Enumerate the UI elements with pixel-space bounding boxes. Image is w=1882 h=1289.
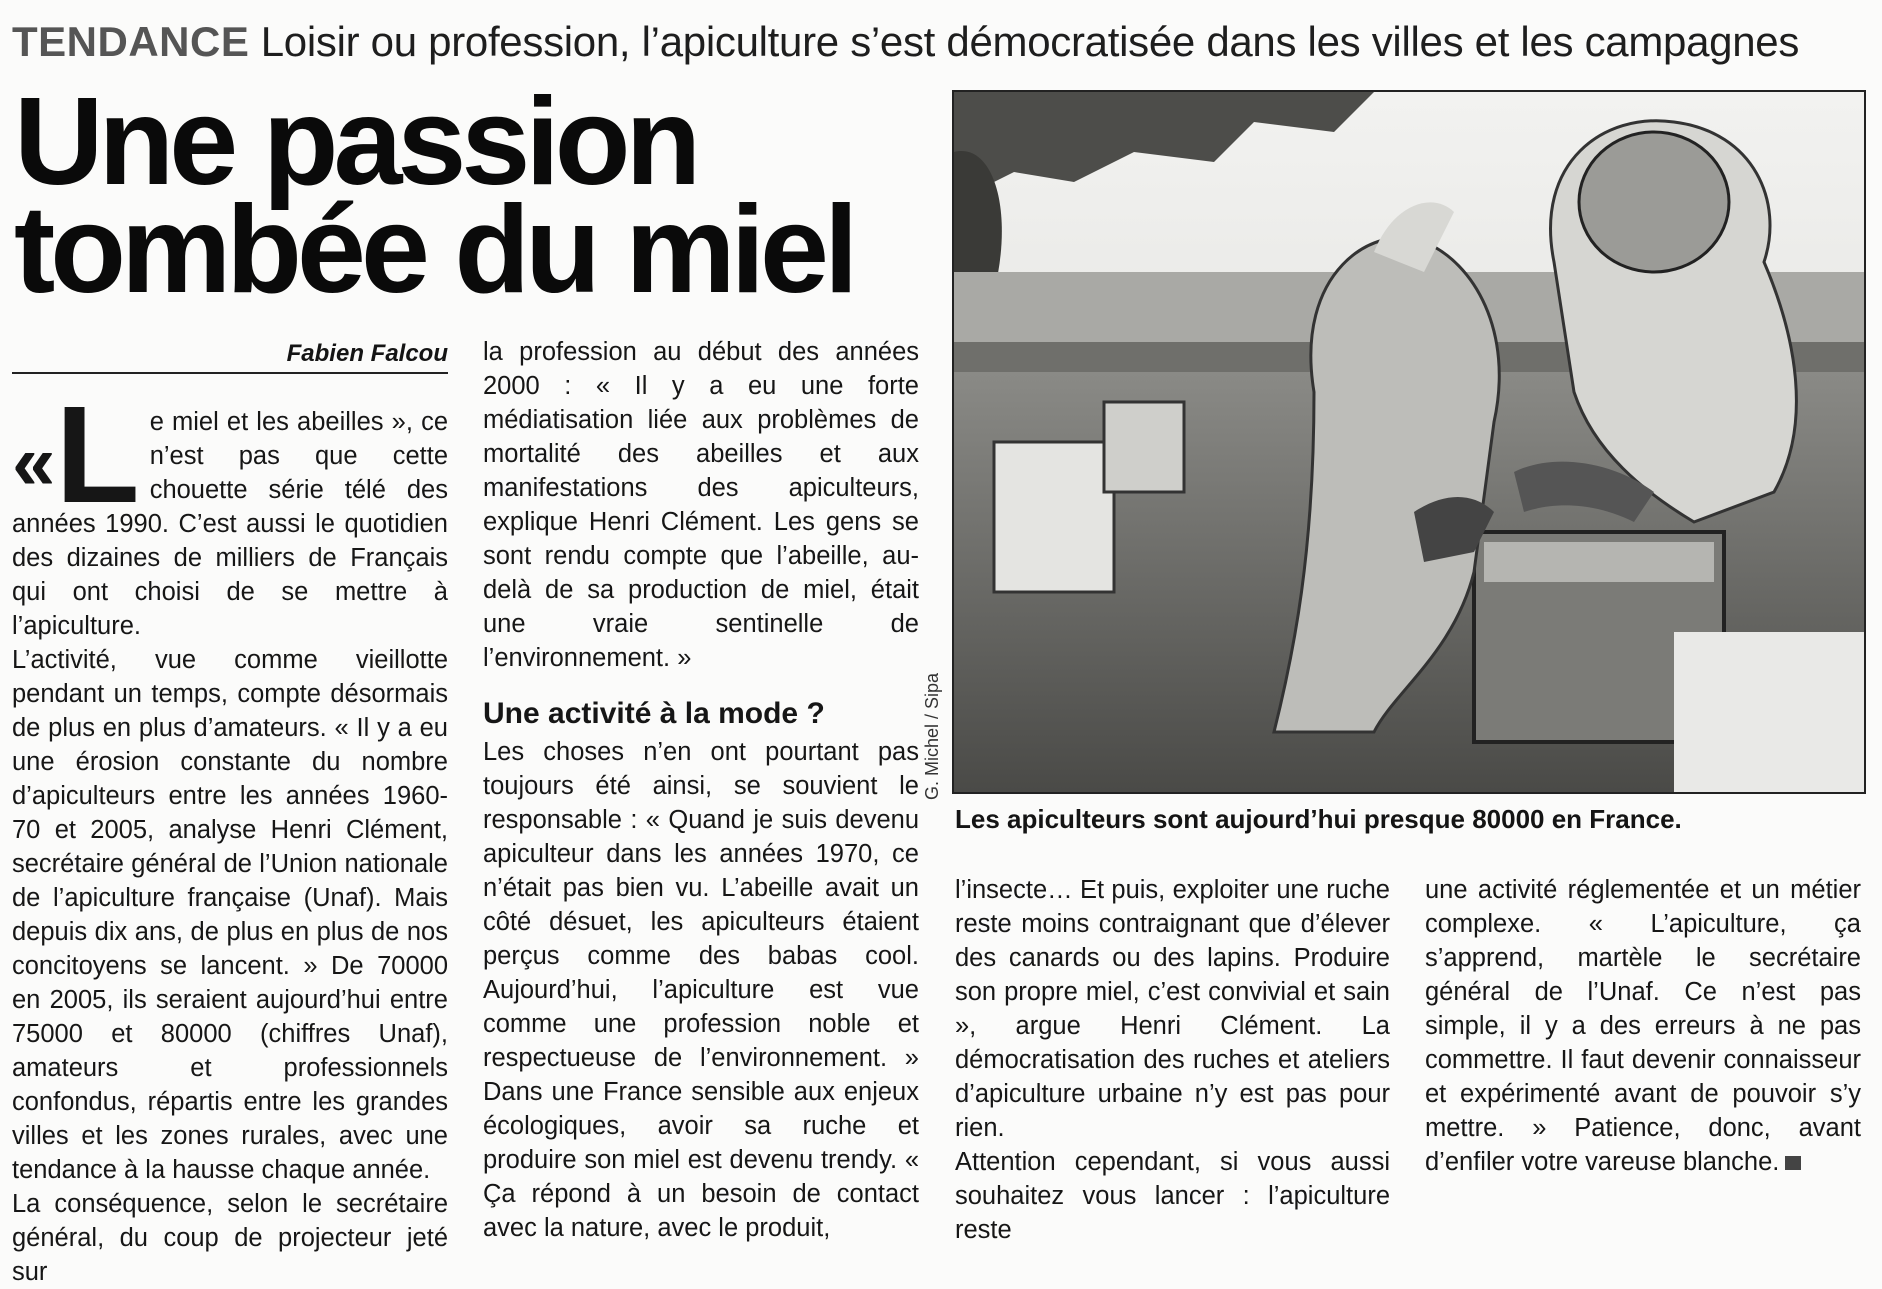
paragraph: L’activité, vue comme vieillotte pendant un temps, compte désormais de plus en plus d’amateurs. « Il y a eu une érosion constante du nombre d’apiculteurs entre les années 1960-70 et 2005, analyse Henri Clément, secrétaire général de l’Union nationale de l’apiculture française (Unaf). Mais depuis dix ans, de plus en plus de nos concitoyens se lancent. » De 70000 en 2005, ils seraient aujourd’hui entre 75000 et 80000 (chiffres Unaf), amateurs et professionnels confondus, répartis entre les grandes villes et les zones rurales, avec une tendance à la hausse chaque année. — [12, 646, 448, 1184]
kicker-label: TENDANCE — [12, 18, 250, 65]
kicker — [12, 18, 1799, 66]
photo-credit — [918, 660, 948, 800]
paragraph: l’insecte… Et puis, exploiter une ruche reste moins contraignant que d’élever des canards ou des lapins. Produire son propre miel, c’est convivial et sain », argue Henri Clément. La démocratisation des ruches et ateliers d’apiculture urbaine n’y est pas pour rien. — [955, 876, 1390, 1142]
paragraph: Les choses n’en ont pourtant pas toujours été ainsi, se souvient le responsable : « Quand je suis devenu apiculteur dans les années 1970, ce n’était pas bien vu. L’abeille avait un côté désuet, les apiculteurs étaient perçus comme des babas cool. Aujourd’hui, l’apiculture est vue comme une profession noble et respectueuse de l’environnement. » Dans une France sensible aux enjeux écologiques, avoir sa ruche et produire son miel est devenu trendy. « Ça répond à un besoin de contact avec la nature, avec le produit, — [483, 738, 919, 1242]
kicker-subtitle: Loisir ou profession, l’apiculture s’est démocratisée dans les villes et les campagnes — [260, 18, 1800, 65]
paragraph: e miel et les abeilles », ce n’est pas que cette chouette série télé des années 1990. C’est aussi le quotidien des dizaines de milliers de Français qui ont choisi de se mettre à l’apiculture. — [12, 408, 448, 640]
column-3 — [955, 873, 1390, 1247]
dropcap — [12, 378, 140, 532]
photo-caption: Les apiculteurs sont aujourd’hui presque 80000 en France. — [955, 804, 1682, 834]
paragraph — [1425, 873, 1861, 1179]
column-1 — [12, 378, 448, 1289]
headline-line-1: Une passion — [14, 73, 697, 211]
byline-rule — [12, 372, 448, 374]
photo-beekeepers — [952, 90, 1866, 794]
end-mark-icon — [1785, 1156, 1801, 1170]
headline — [14, 73, 854, 319]
headline-line-2: tombée du miel — [14, 181, 854, 319]
column-4 — [1425, 873, 1861, 1179]
byline: Fabien Falcou — [286, 340, 448, 367]
dropcap-quote: « — [12, 418, 56, 506]
photo-credit-text: G. Michel / Sipa — [922, 672, 942, 800]
column-2 — [483, 335, 919, 1245]
paragraph: Attention cependant, si vous aussi souhaitez vous lancer : l’apiculture reste — [955, 1148, 1390, 1244]
paragraph: la profession au début des années 2000 : « Il y a eu une forte médiatisation liée aux problèmes de mortalité des abeilles et aux manifestations des apiculteurs, explique Henri Clément. Les gens se sont rendu compte que l’abeille, au-delà de sa production de miel, était une vraie sentinelle de l’environnement. » — [483, 338, 919, 672]
paragraph-text: une activité réglementée et un métier complexe. « L’apiculture, ça s’apprend, martèle le secrétaire général de l’Unaf. Ce n’est pas simple, il y a des erreurs à ne pas commettre. Il faut devenir connaisseur et expérimenté avant de pouvoir s’y mettre. » Patience, donc, avant d’enfiler votre vareuse blanche. — [1425, 876, 1861, 1176]
dropcap-letter: L — [55, 378, 140, 532]
paragraph: La conséquence, selon le secrétaire général, du coup de projecteur jeté sur — [12, 1190, 448, 1286]
subheading: Une activité à la mode ? — [483, 697, 825, 730]
photo-illustration — [954, 92, 1864, 792]
